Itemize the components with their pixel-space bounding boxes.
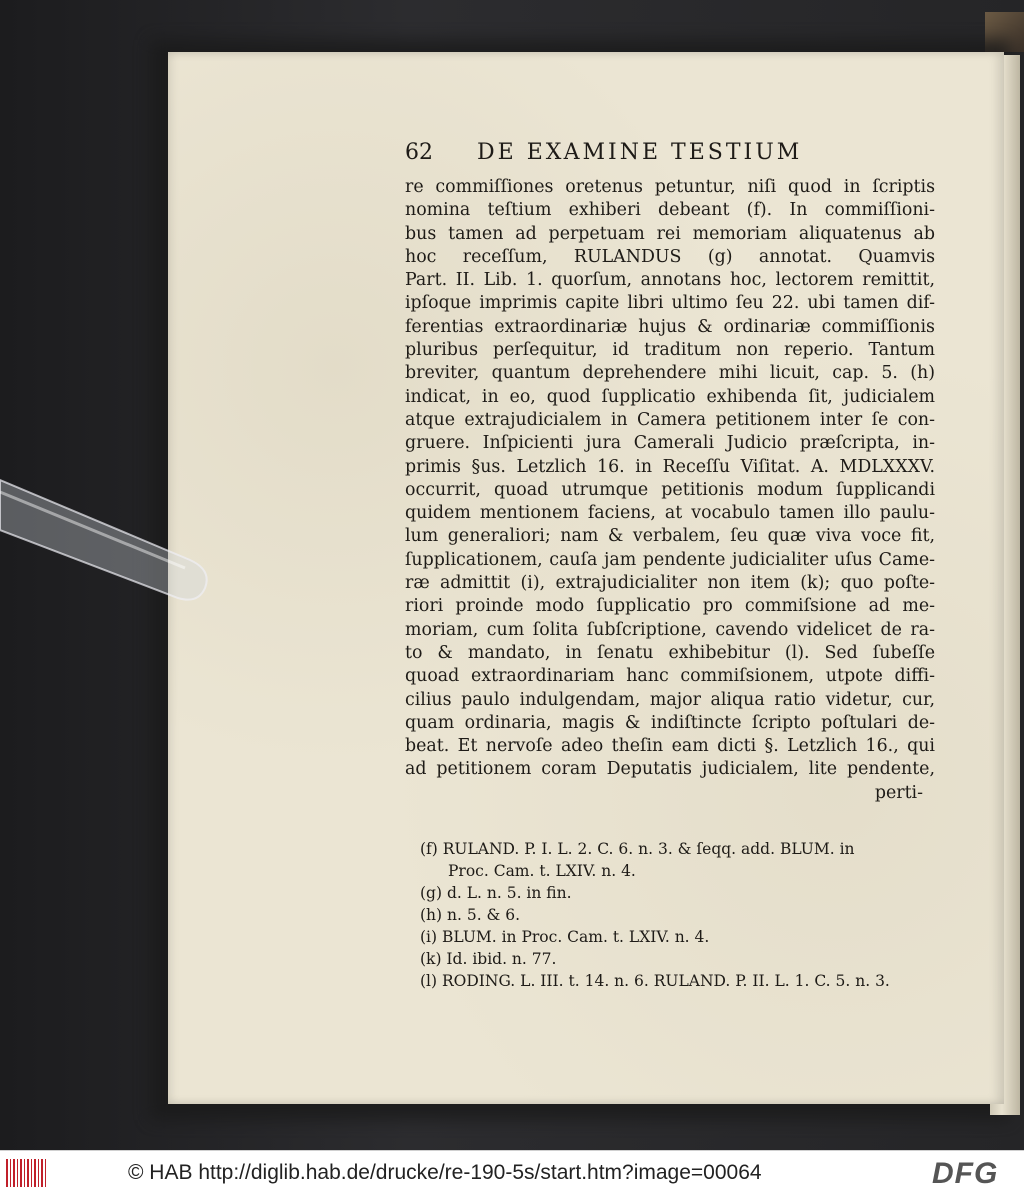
footnote-continuation: Proc. Cam. t. LXIV. n. 4.: [448, 862, 636, 880]
text-line: ipſoque imprimis capite libri ultimo ſeu 22. ubi tamen dif-: [405, 293, 935, 314]
copyright-link[interactable]: © HAB http://diglib.hab.de/drucke/re-190-5s/start.htm?image=00064: [128, 1161, 762, 1184]
text-line: cilius paulo indulgendam, major aliqua ratio videtur, cur,: [405, 689, 935, 710]
text-line: pluribus perſequitur, id traditum non reperio. Tantum: [405, 340, 935, 361]
text-line: indicat, in eo, quod ſupplicatio exhibenda ſit, judicialem: [405, 386, 935, 407]
text-line: re commiſſiones oretenus petuntur, niſi quod in ſcriptis: [405, 177, 935, 197]
footnote: (h) n. 5. & 6.: [420, 906, 521, 924]
text-line: riori proinde modo ſupplicatio pro commiſsione ad me-: [405, 596, 935, 617]
running-title: DE EXAMINE TESTIUM: [477, 140, 803, 165]
footnote: (g) d. L. n. 5. in fin.: [420, 884, 572, 902]
text-line: occurrit, quoad utrumque petitionis modum ſupplicandi: [405, 479, 935, 500]
text-line: ſupplicationem, cauſa jam pendente judicialiter uſus Came-: [405, 549, 935, 570]
text-line: Part. II. Lib. 1. quorſum, annotans hoc, lectorem remittit,: [405, 270, 935, 291]
text-line: ræ admittit (i), extrajudicialiter non item (k); quo poſte-: [405, 573, 935, 594]
footnote: (i) BLUM. in Proc. Cam. t. LXIV. n. 4.: [420, 928, 710, 946]
text-line: beat. Et nervoſe adeo theſin eam dicti §. Letzlich 16., qui: [405, 736, 935, 757]
text-line: quidem mentionem faciens, at vocabulo tamen illo paulu-: [405, 503, 935, 524]
catchword: perti-: [874, 782, 923, 803]
page-number: 62: [405, 140, 433, 165]
dfg-logo: DFG: [932, 1157, 999, 1190]
text-line: quam ordinaria, magis & indiſtincte ſcripto poſtulari de-: [405, 712, 935, 733]
footnote: (k) Id. ibid. n. 77.: [420, 950, 557, 968]
text-line: ferentias extraordinariæ hujus & ordinariæ commiſſionis: [405, 316, 935, 337]
text-line: lum generaliori; nam & verbalem, ſeu quæ viva voce fit,: [405, 526, 935, 547]
text-line: moriam, cum ſolita ſubſcriptione, cavendo videlicet de ra-: [405, 619, 935, 640]
barcode-icon: [6, 1159, 46, 1187]
text-line: gruere. Inſpicienti jura Camerali Judicio præſcripta, in-: [405, 433, 935, 454]
text-line: breviter, quantum deprehendere mihi licuit, cap. 5. (h): [405, 363, 935, 384]
text-line: to & mandato, in ſenatu exhibebitur (l). Sed ſubeſſe: [405, 642, 935, 663]
text-line: primis §us. Letzlich 16. in Receſſu Viſitat. A. MDLXXXV.: [405, 456, 935, 477]
body-text: [405, 176, 935, 805]
running-head: [405, 140, 825, 165]
text-line: nomina teſtium exhiberi debeant (f). In commiſſioni-: [405, 200, 935, 221]
footnote: (f) RULAND. P. I. L. 2. C. 6. n. 3. & ſeqq. add. BLUM. in: [420, 840, 855, 858]
text-line: quoad extraordinariam hanc commiſsionem, utpote diffi-: [405, 666, 935, 687]
footnote: (l) RODING. L. III. t. 14. n. 6. RULAND. P. II. L. 1. C. 5. n. 3.: [420, 972, 890, 990]
text-line: atque extrajudicialem in Camera petitionem inter ſe con-: [405, 409, 935, 430]
text-line: bus tamen ad perpetuam rei memoriam aliquatenus ab: [405, 223, 935, 244]
text-line: ad petitionem coram Deputatis judicialem, lite pendente,: [405, 759, 935, 780]
footnotes: [420, 838, 940, 992]
text-line: hoc receſſum, RULANDUS (g) annotat. Quamvis: [405, 246, 935, 267]
footer-bar: [0, 1150, 1024, 1195]
